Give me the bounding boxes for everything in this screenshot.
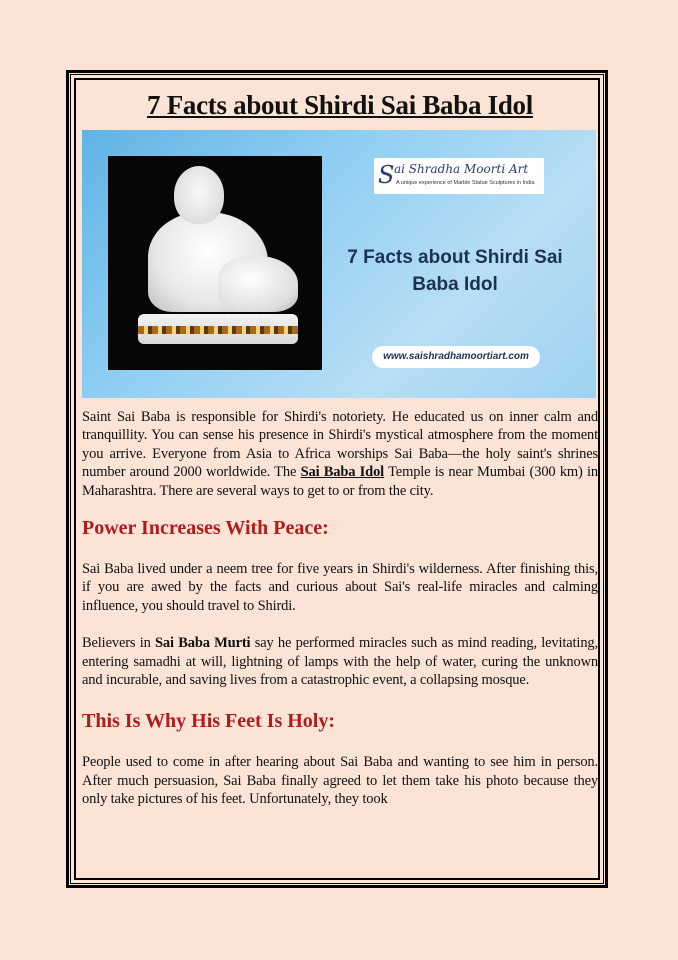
document-content [82,84,598,809]
logo-tagline: A unique experience of Marble Statue Sculptures in India [396,180,535,186]
intro-text-before: Saint Sai Baba is responsible for Shirdi's notoriety. He educated us on inner calm and tranquillity. You can sense his presence in Shirdi's mystical atmosphere from the moment you arrive. Everyone from Asia to Africa worships Sai Baba—the holy saint's shrines number around 2000 worldwide. The [82,409,598,481]
sai-baba-idol-link[interactable]: Sai Baba Idol [300,464,385,481]
photo-watermark-caption: Sai Shradha Moorti Art [159,316,271,328]
para2-text-before: Believers in [82,635,155,652]
hero-banner-image [82,130,596,398]
para2-text-after: say he performed miracles such as mind reading, levitating, entering samadhi at will, lightning of lamps with the help of water, curing the unknown and incurable, and saving lives from a catastrophic event, a collapsing mosque. [82,635,598,689]
section2-paragraph-1: People used to come in after hearing about Sai Baba and wanting to see him in person. After much persuasion, Sai Baba finally agreed to let them take his photo because they only take pictures of his feet. Unfortunately, they took [82,754,598,808]
section1-paragraph-2 [82,634,598,689]
section1-paragraph-1: Sai Baba lived under a neem tree for five years in Shirdi's wilderness. After finishing this, if you are awed by the facts and curious about Sai's real-life miracles and calming influence, you should travel to Shirdi. [82,561,598,614]
logo-s-icon: S [378,161,395,189]
sai-baba-murti-text: Sai Baba Murti [155,635,251,652]
idol-statue-leg [218,256,298,312]
section-heading-feet: This Is Why His Feet Is Holy: [82,710,335,733]
page-title: 7 Facts about Shirdi Sai Baba Idol [147,90,533,120]
brand-logo [374,158,544,194]
intro-paragraph [82,408,598,500]
intro-text-after: Temple is near Mumbai (300 km) in Maharashtra. There are several ways to get to or from the city. [82,464,598,499]
idol-statue-head [174,166,224,224]
idol-photo [108,156,322,370]
section-heading-power: Power Increases With Peace: [82,517,329,540]
banner-url: www.saishradhamoortiart.com [372,346,540,368]
banner-heading: 7 Facts about Shirdi Sai Baba Idol [347,247,563,295]
logo-name: ai Shradha Moorti Art [394,162,529,176]
